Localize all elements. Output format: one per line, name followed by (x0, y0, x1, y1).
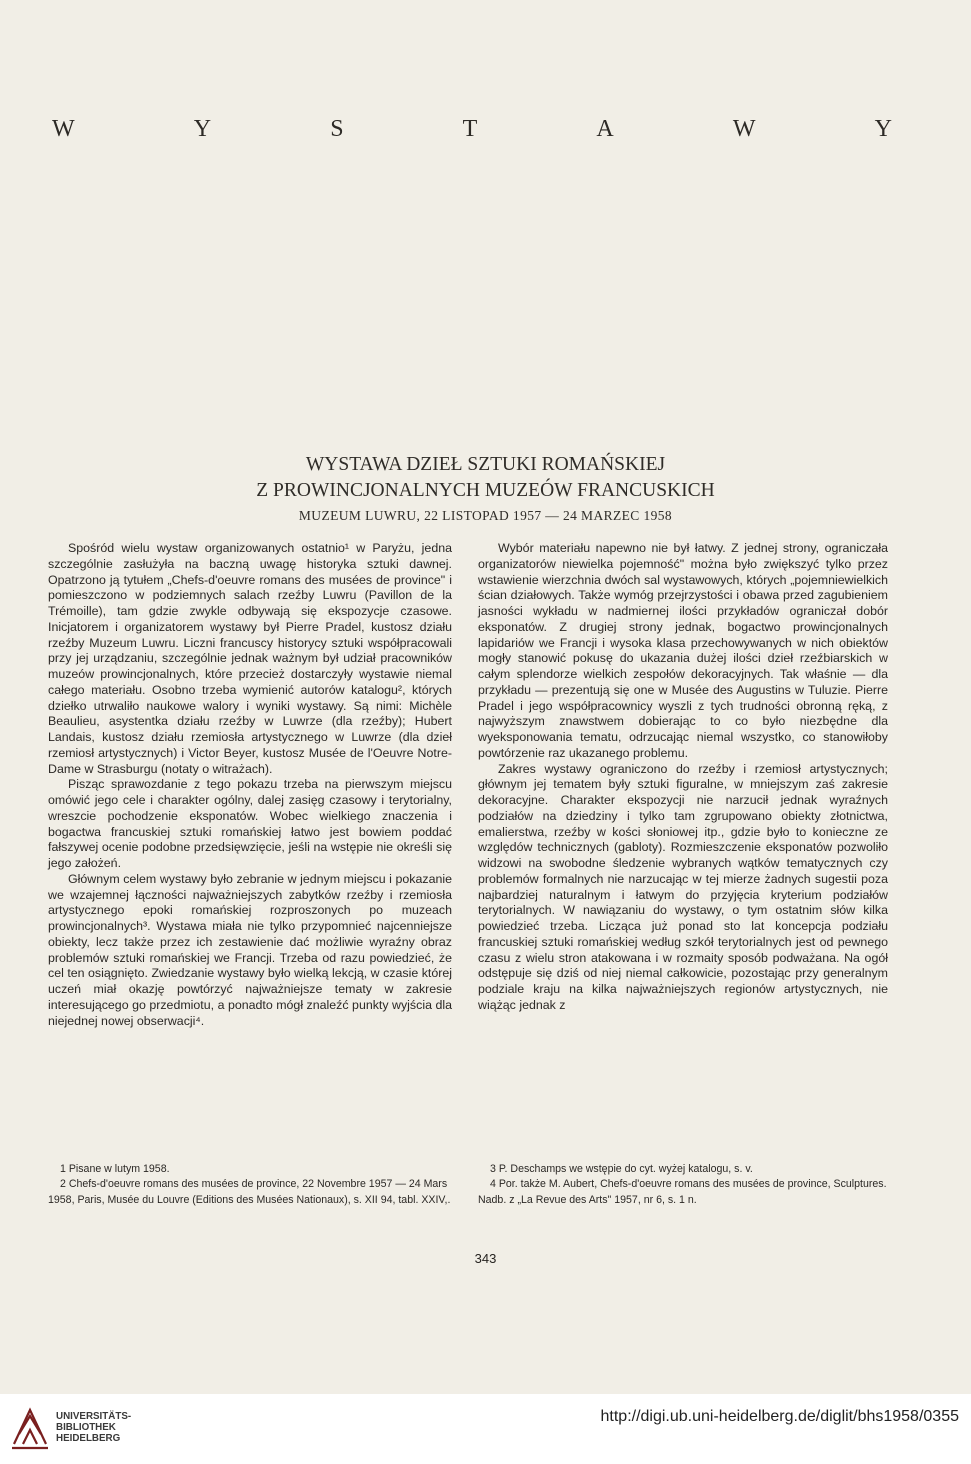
library-name (56, 1411, 131, 1444)
footnote: 2 Chefs-d'oeuvre romans des musées de province, 22 Novembre 1957 — 24 Mars 1958, Paris, Musée du Louvre (Editions des Musées Nationaux), s. XII 94, tabl. XXIV,. (48, 1178, 451, 1206)
header-letter: S (330, 116, 344, 142)
library-footer (0, 1394, 971, 1464)
library-name-line: HEIDELBERG (56, 1433, 121, 1444)
article-title (0, 452, 971, 504)
left-column (48, 541, 452, 1029)
section-header (52, 116, 892, 143)
right-column (478, 541, 888, 1014)
header-letter: W (732, 116, 756, 142)
paragraph: Wybór materiału napewno nie był łatwy. Z jednej strony, ograniczała organizatorów niewielka pojemność" można było zwiększyć tylko przez wstawienie wierzchnia dwóch sal wystawowych, których „pojemniewielkich ścian działowych. Także wymóg przejrzystości i obawa przed zagubieniem jasności wykładu w nadmiernej ilości przykładów ograniczał dobór eksponatów. Z drugiej strony jednak, bogactwo prowincjonalnych lapidariów we Francji i wysoka klasa przechowywanych w nich obiektów mogły stanowić pokusę do ukazania dużej ilości dzieł rzeźbiarskich w całym splendorze wielkich zespołów dekoracyjnych. Tak właśnie — dla przykładu — prezentują się one w Musée des Augustins w Tuluzie. Pierre Pradel i jego współpracownicy wyszli z tych trudności obronną ręką, z najwyższym znawstwem dobierając to co było niezbędne dla wyeksponowania tematu, odrzucając niemal wszystko, co stanowiłoby powtórzenie raz ukazanego problemu. (478, 541, 888, 760)
header-letter: A (596, 116, 614, 142)
footnote: 1 Pisane w lutym 1958. (60, 1163, 170, 1175)
footnotes-left (48, 1162, 452, 1208)
footnote: 4 Por. także M. Aubert, Chefs-d'oeuvre romans des musées de province, Sculptures. Nadb. z „La Revue des Arts" 1957, nr 6, s. 1 n. (478, 1178, 887, 1206)
library-seal-icon (10, 1404, 50, 1450)
paragraph: Pisząc sprawozdanie z tego pokazu trzeba na pierwszym miejscu omówić jego cele i charakter ogólny, dalej zasięg czasowy i terytorialny, wreszcie pochodzenie eksponatów. Wobec wielkiego znaczenia i bogactwa francuskiej sztuki romańskiej łatwo jest bowiem poddać fałszywej ocenie podobne przedsięwzięcie, jeśli na wstępie nie określi się jego założeń. (48, 777, 452, 870)
header-letter: W (52, 116, 75, 142)
article-subtitle: MUZEUM LUWRU, 22 LISTOPAD 1957 — 24 MARZEC 1958 (298, 508, 673, 523)
library-name-line: UNIVERSITÄTS- (56, 1411, 132, 1422)
footnote: 3 P. Deschamps we wstępie do cyt. wyżej katalogu, s. v. (490, 1163, 753, 1175)
library-name-line: BIBLIOTHEK (56, 1422, 116, 1433)
article-title-line-2: Z PROWINCJONALNYCH MUZEÓW FRANCUSKICH (256, 480, 715, 501)
page-number: 343 (474, 1251, 497, 1266)
paragraph: Spośród wielu wystaw organizowanych ostatnio¹ w Paryżu, jedna szczególnie zasłużyła na baczną uwagę historyka sztuki dawnej. Opatrzono ją tytułem „Chefs-d'oeuvre romans des musées de province" i pomieszczono w podziemnych salach rzeźby Luwru (Pavillon de la Trémoille), tam gdzie zwykle odbywają się ekspozycje czasowe. Inicjatorem i organizatorem wystawy był Pierre Pradel, kustosz działu rzeźby Muzeum Luwru. Liczni francuscy historycy sztuki współpracowali przy jej urządzaniu, szczególnie jednak ważnym był udział pracowników muzeów prowincjonalnych, które przecież dostarczyły wystawie niemal całego materiału. Osobno trzeba wymienić autorów katalogu², których dziełko utrwaliło naukowe walory i wyniki wystawy. Są nimi: Michèle Beaulieu, asystentka działu rzeźby w Luwrze (dla rzeźby); Hubert Landais, kustosz działu rzemiosła artystycznego w Luwrze (dla dzieł rzemiosł artystycznych) i Victor Beyer, kustosz Musée de l'Oeuvre Notre-Dame w Strasburgu (notaty o witrażach). (48, 541, 452, 776)
header-letter: T (462, 116, 478, 142)
footnotes-right (478, 1162, 888, 1208)
paragraph: Głównym celem wystawy było zebranie w jednym miejscu i pokazanie we wzajemnej łączności najważniejszych zabytków rzeźby i rzemiosła artystycznego epoki romańskiej rozproszonych po muzeach prowincjonalnych³. Wystawa miała nie tylko przypomnieć najcenniejsze obiekty, lecz także przez ich zestawienie dać możliwie wyraźny obraz problemów sztuki romańskiej we Francji. Trzeba od razu powiedzieć, że cel ten osiągnięto. Zwiedzanie wystawy było wielką lekcją, w czasie której uczeń miał okazję powtórzyć najważniejsze tematy w zakresie interesującego go przedmiotu, a ponadto mógł znaleźć punkty wyjścia dla niejednej nowej obserwacji⁴. (48, 871, 452, 1028)
article-title-line-1: WYSTAWA DZIEŁ SZTUKI ROMAŃSKIEJ (305, 454, 666, 475)
paragraph: Zakres wystawy ograniczono do rzeźby i rzemiosł artystycznych; głównym jej tematem były sztuki figuralne, w mniejszym zaś zakresie dekoracyjne. Charakter ekspozycji nie narzucił jednak wyraźnych podziałów na dziedziny i tylko tam zgrupowano obiekty złotnictwa, emalierstwa, rzeźby w kości słoniowej itp., gdzie było to konieczne ze względów technicznych (gabloty). Rozmieszczenie eksponatów pozwoliło widzowi na swobodne śledzenie wybranych wątków tematycznych czy problemów formalnych nie narzucając w tej mierze żadnych sugestii poza najbardziej naturalnym i łatwym do przyjęcia kryterium podziałów terytorialnych. W nawiązaniu do wystawy, o tym ostatnim słów kilka powiedzieć trzeba. Licząca już ponad sto lat koncepcja podziału francuskiej sztuki romańskiej według szkół terytorialnych jest od pewnego czasu z wielu stron atakowana i w rozmaity sposób podważana. Na ogół odstępuje się dziś od niej niemal całkowicie, pozostając przy generalnym podziale kraju na kilka najważniejszych regionów artystycznych, nie wiążąc jednak z (478, 761, 888, 1012)
source-url-link[interactable]: http://digi.ub.uni-heidelberg.de/diglit/bhs1958/0355 (600, 1408, 959, 1425)
header-letter: Y (874, 116, 892, 142)
header-letter: Y (193, 116, 212, 142)
